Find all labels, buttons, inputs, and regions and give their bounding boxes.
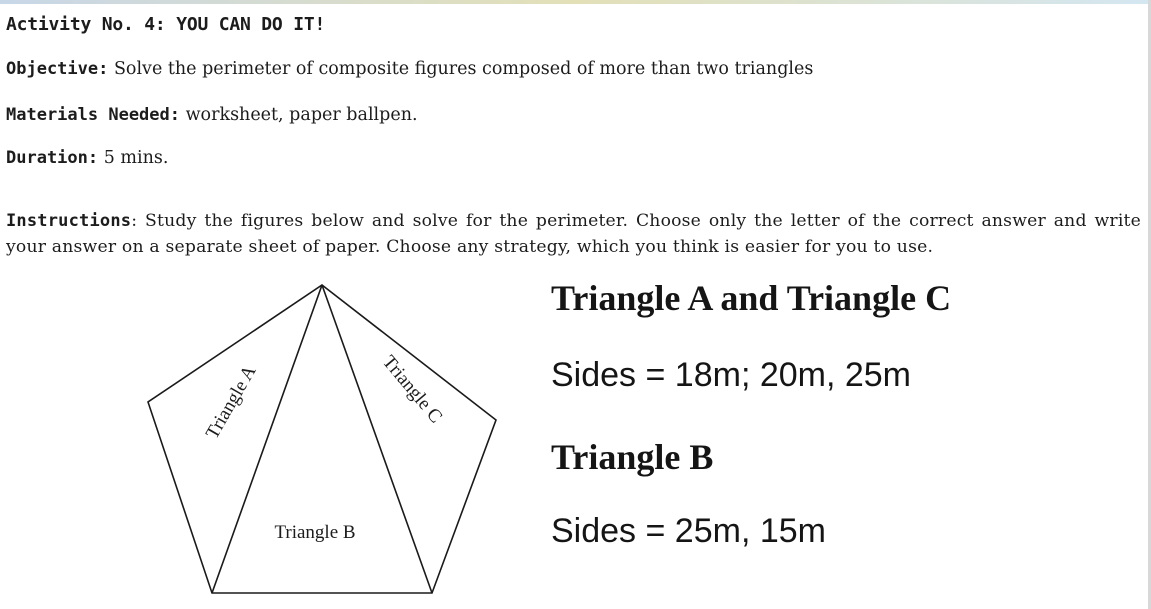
activity-title: Activity No. 4: YOU CAN DO IT! xyxy=(6,14,326,35)
objective-line xyxy=(6,58,813,81)
top-color-strip xyxy=(0,0,1151,4)
materials-label: Materials Needed: xyxy=(6,105,180,125)
instructions-label: Instructions xyxy=(6,211,132,232)
sides-triangle-b: Sides = 25m, 15m xyxy=(551,512,826,550)
sides-triangle-a-c: Sides = 18m; 20m, 25m xyxy=(551,356,912,394)
triangle-divider-left xyxy=(212,285,322,593)
pentagon-diagram xyxy=(140,280,510,600)
duration-text: 5 mins. xyxy=(103,148,169,168)
duration-label: Duration: xyxy=(6,148,99,168)
instructions-paragraph xyxy=(6,208,1141,260)
heading-triangle-a-c: Triangle A and Triangle C xyxy=(551,278,952,318)
triangle-divider-right xyxy=(322,285,432,593)
materials-line xyxy=(6,104,418,127)
pentagon-outline xyxy=(148,285,496,593)
composite-figure xyxy=(140,280,510,600)
materials-text: worksheet, paper ballpen. xyxy=(185,105,418,125)
instructions-text: : Study the figures below and solve for the perimeter. Choose only the letter of the correct answer and write your answer on a separate sheet of paper. Choose any strategy, which you think is easier for you to use. xyxy=(6,211,1141,258)
triangle-a-label: Triangle A xyxy=(201,361,261,443)
objective-text: Solve the perimeter of composite figures composed of more than two triangles xyxy=(113,59,814,79)
triangle-b-label: Triangle B xyxy=(274,522,356,543)
heading-triangle-b: Triangle B xyxy=(551,437,714,477)
triangle-c-label: Triangle C xyxy=(378,351,447,428)
objective-label: Objective: xyxy=(6,59,109,79)
duration-line xyxy=(6,147,168,170)
